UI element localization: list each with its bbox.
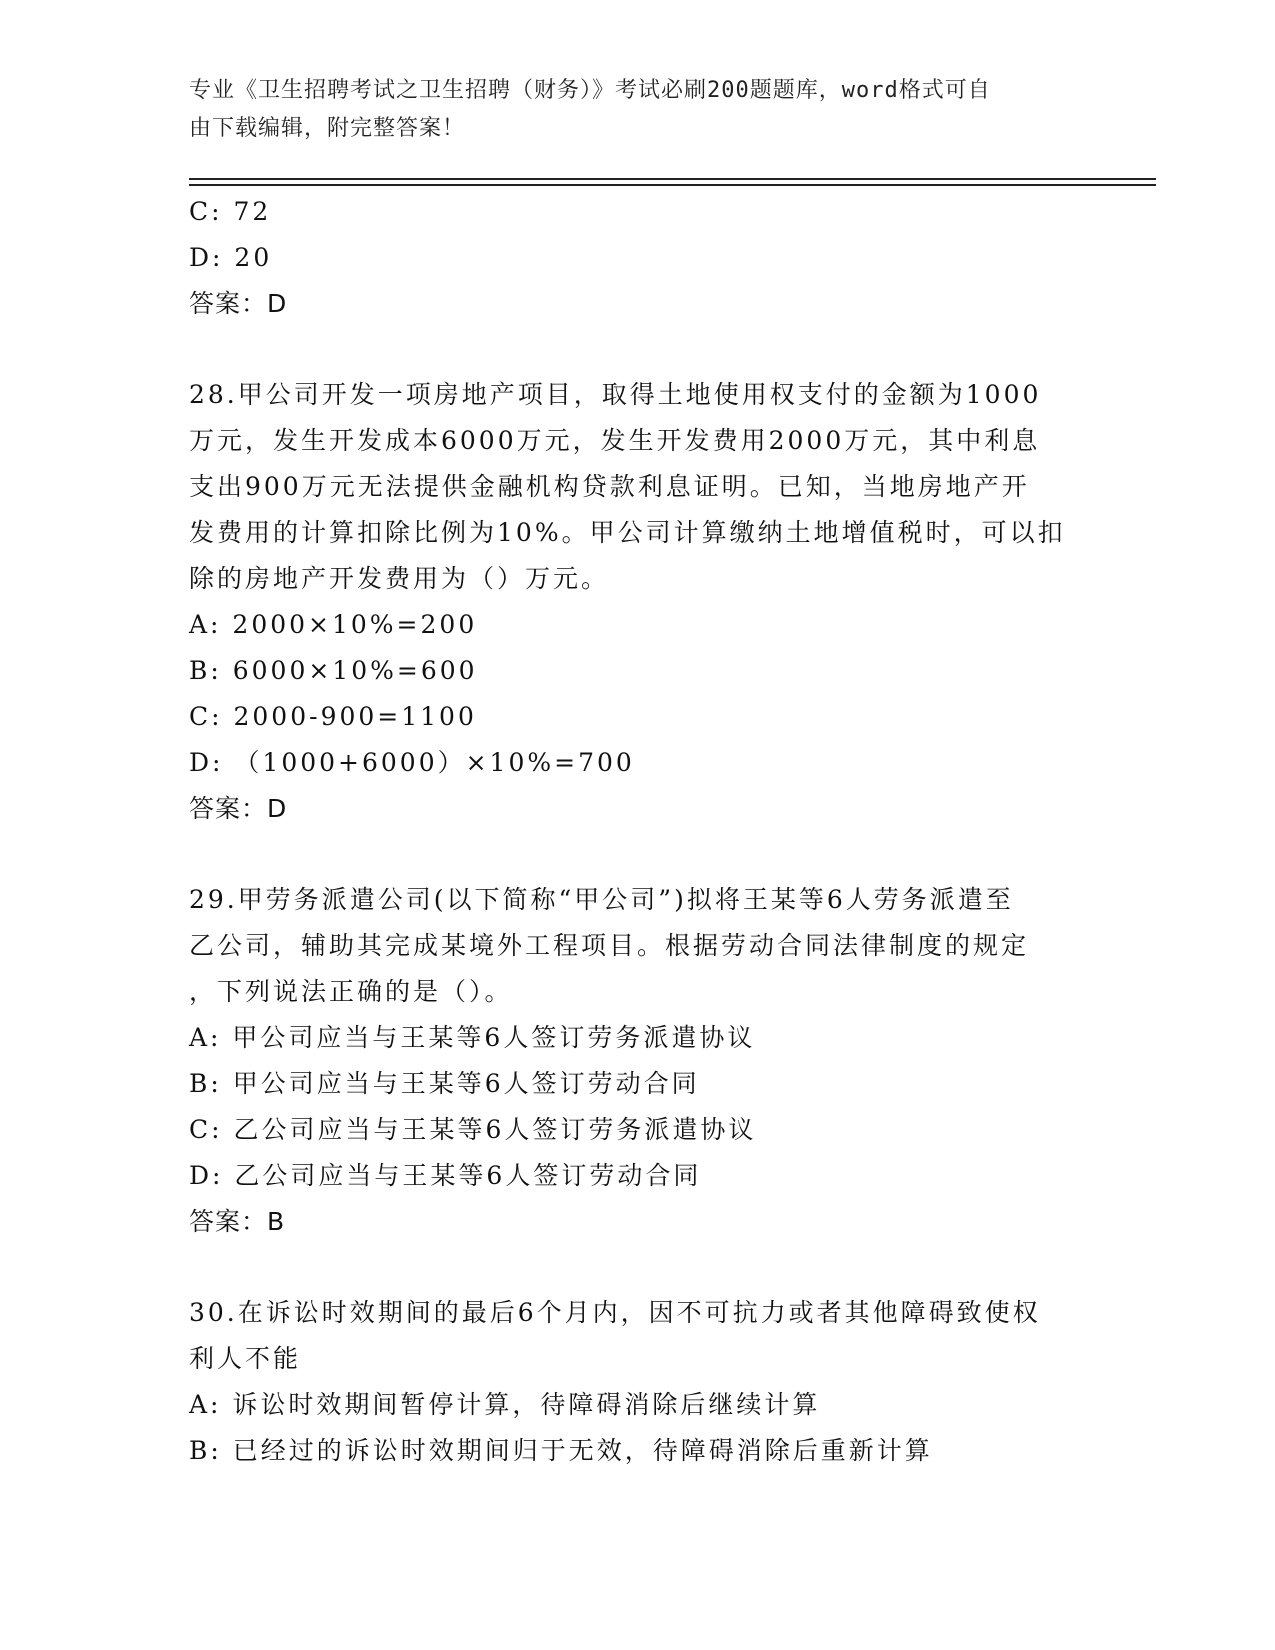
option-a: A: 甲公司应当与王某等6人签订劳务派遣协议 <box>189 1023 756 1052</box>
question-30 <box>189 1290 1089 1474</box>
header-line: 由下载编辑，附完整答案！ <box>189 116 466 141</box>
option-d: D: 20 <box>189 243 273 272</box>
question-stem: 28.甲公司开发一项房地产项目，取得土地使用权支付的金额为1000 <box>189 380 1042 409</box>
question-stem: 支出900万元无法提供金融机构贷款利息证明。已知，当地房地产开 <box>189 472 1030 501</box>
question-stem: 30.在诉讼时效期间的最后6个月内，因不可抗力或者其他障碍致使权 <box>189 1298 1041 1327</box>
option-b: B: 6000×10%=600 <box>189 656 478 685</box>
answer-line: 答案：B <box>189 1207 286 1236</box>
option-b: B: 甲公司应当与王某等6人签订劳动合同 <box>189 1069 700 1098</box>
option-b: B: 已经过的诉讼时效期间归于无效，待障碍消除后重新计算 <box>189 1436 933 1465</box>
question-list <box>189 189 1089 1474</box>
question-stem: ，下列说法正确的是（）。 <box>189 977 513 1006</box>
question-stem: 乙公司，辅助其完成某境外工程项目。根据劳动合同法律制度的规定 <box>189 931 1030 960</box>
answer-line: 答案：D <box>189 794 288 823</box>
option-a: A: 诉讼时效期间暂停计算，待障碍消除后继续计算 <box>189 1390 821 1419</box>
option-d: D: （1000+6000）×10%=700 <box>189 748 635 777</box>
question-stem: 除的房地产开发费用为（）万元。 <box>189 564 610 593</box>
question-stem: 万元，发生开发成本6000万元，发生开发费用2000万元，其中利息 <box>189 426 1041 455</box>
header-divider <box>189 178 1156 180</box>
option-d: D: 乙公司应当与王某等6人签订劳动合同 <box>189 1161 702 1190</box>
option-a: A: 2000×10%=200 <box>189 610 478 639</box>
question-28 <box>189 372 1089 832</box>
page-header <box>189 72 1089 148</box>
question-stem: 29.甲劳务派遣公司(以下简称“甲公司”)拟将王某等6人劳务派遣至 <box>189 885 1014 914</box>
option-c: C: 2000-900=1100 <box>189 702 477 731</box>
question-27-continuation <box>189 189 1089 327</box>
answer-line: 答案：D <box>189 289 288 318</box>
question-stem: 发费用的计算扣除比例为10%。甲公司计算缴纳土地增值税时，可以扣 <box>189 518 1066 547</box>
question-stem: 利人不能 <box>189 1344 302 1373</box>
option-c: C: 乙公司应当与王某等6人签订劳务派遣协议 <box>189 1115 757 1144</box>
header-divider <box>189 184 1156 186</box>
header-line: 专业《卫生招聘考试之卫生招聘（财务）》考试必刷200题题库，word格式可自 <box>189 78 991 103</box>
option-c: C: 72 <box>189 197 272 226</box>
question-29 <box>189 877 1089 1245</box>
